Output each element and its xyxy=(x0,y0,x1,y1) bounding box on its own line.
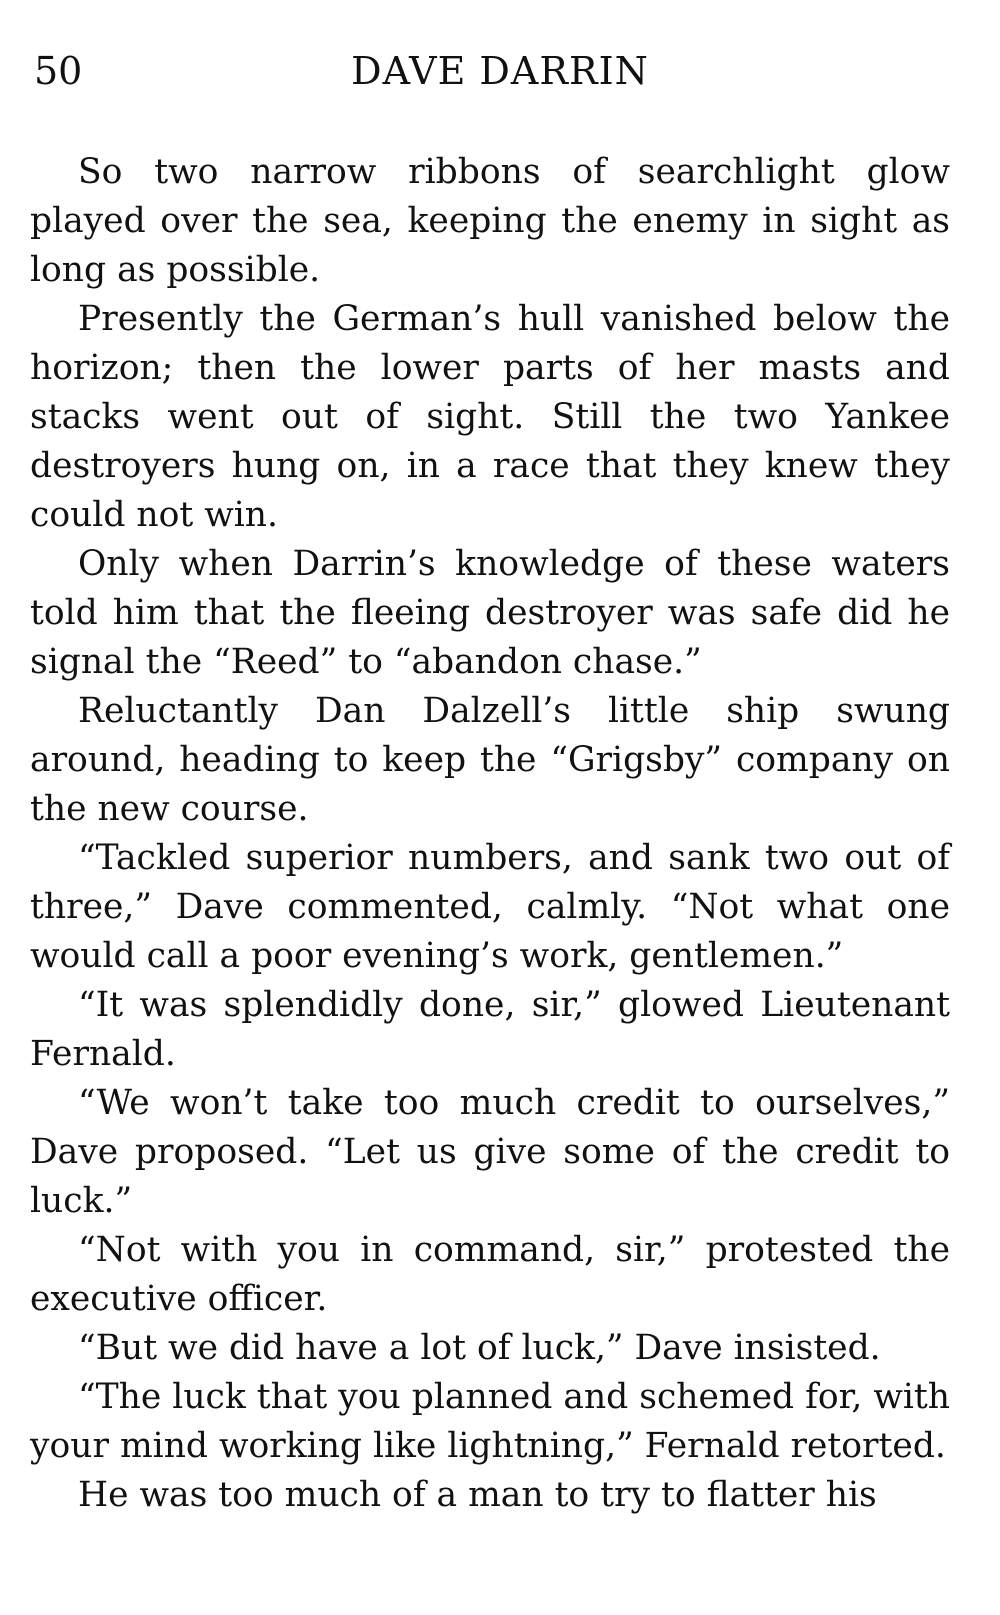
paragraph: “The luck that you planned and schemed for, with your mind working like lightning,” Fernald retorted. xyxy=(30,1377,950,1466)
running-head xyxy=(30,46,970,96)
paragraph: So two narrow ribbons of searchlight glow played over the sea, keeping the enemy in sight as long as possible. xyxy=(30,152,950,290)
paragraph: Reluctantly Dan Dalzell’s little ship swung around, heading to keep the “Grigsby” company on the new course. xyxy=(30,691,950,829)
running-title: DAVE DARRIN xyxy=(351,49,649,93)
page-number: 50 xyxy=(34,49,83,93)
paragraph: “Tackled superior numbers, and sank two out of three,” Dave commented, calmly. “Not what one would call a poor evening’s work, gentlemen.” xyxy=(30,838,950,976)
body-text xyxy=(30,148,950,1520)
paragraph: “Not with you in command, sir,” protested the executive officer. xyxy=(30,1230,950,1319)
paragraph: He was too much of a man to try to flatter his xyxy=(78,1475,877,1515)
paragraph: Presently the German’s hull vanished below the horizon; then the lower parts of her masts and stacks went out of sight. Still the two Yankee destroyers hung on, in a race that they knew they could not win. xyxy=(30,299,950,535)
paragraph: Only when Darrin’s knowledge of these waters told him that the fleeing destroyer was safe did he signal the “Reed” to “abandon chase.” xyxy=(30,544,950,682)
paragraph: “But we did have a lot of luck,” Dave insisted. xyxy=(78,1328,881,1368)
paragraph: “We won’t take too much credit to ourselves,” Dave proposed. “Let us give some of the credit to luck.” xyxy=(30,1083,950,1221)
paragraph: “It was splendidly done, sir,” glowed Lieutenant Fernald. xyxy=(30,985,950,1074)
